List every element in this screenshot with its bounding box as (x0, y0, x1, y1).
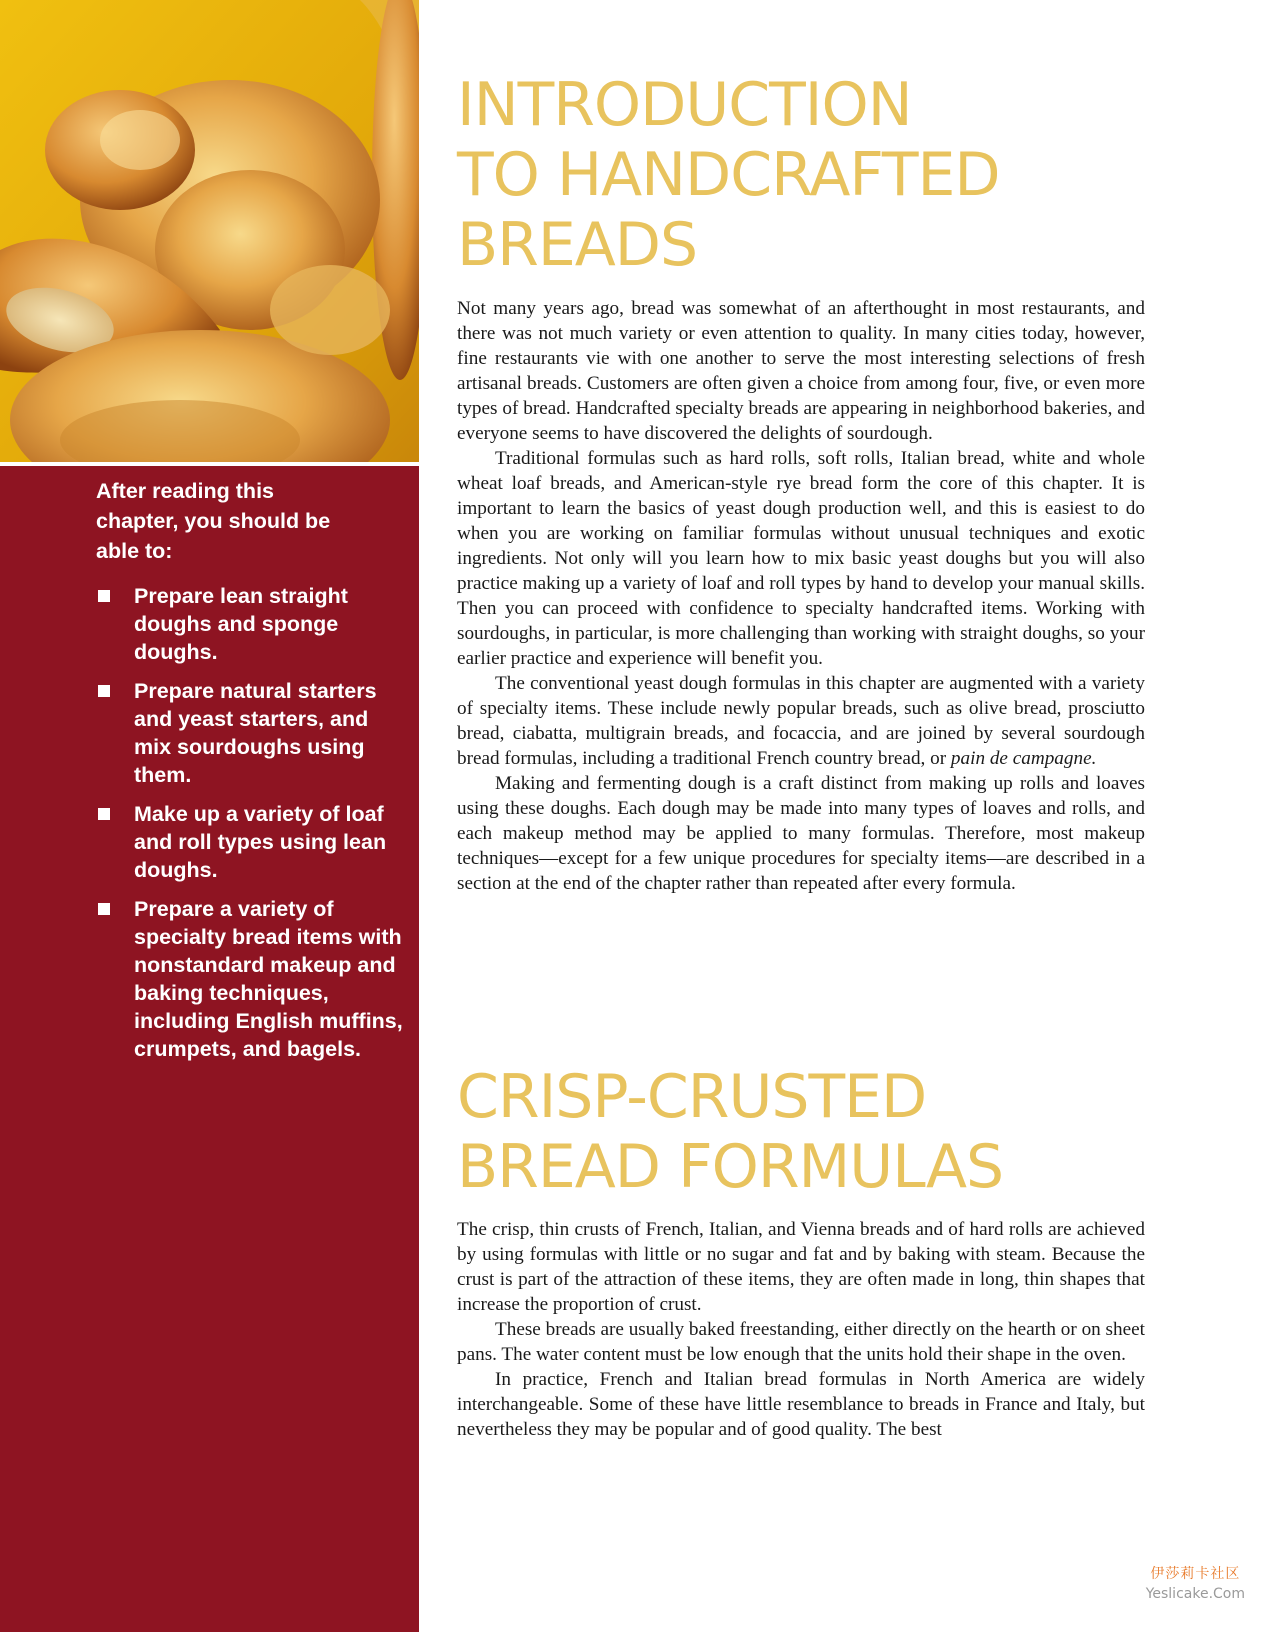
bread-photo (0, 0, 419, 462)
body-paragraph: The crisp, thin crusts of French, Italian, and Vienna breads and of hard rolls are achieved by using formulas with little or no sugar and fat and by baking with steam. Because the crust is part of the attraction of these items, they are often made in long, thin shapes that increase the proportion of crust. (457, 1219, 1145, 1315)
watermark-english: Yeslicake.Com (1145, 1586, 1245, 1602)
paragraph-text: The conventional yeast dough formulas in this chapter are augmented with a variety of specialty items. These include newly popular breads, such as olive bread, prosciutto bread, ciabatta, multigrain breads, and focaccia, and are joined by several sourdough bread formulas, including a traditional French country bread, or (457, 673, 1145, 769)
objective-item (96, 677, 411, 789)
body-paragraph: Not many years ago, bread was somewhat of an afterthought in most restaurants, and there was not much variety or even attention to quality. In many cities today, however, fine restaurants vie with one another to serve the most interesting selections of fresh artisanal breads. Customers are often given a choice from among four, five, or even more types of bread. Handcrafted specialty breads are appearing in neighborhood bakeries, and everyone seems to have discovered the delights of sourdough. (457, 298, 1145, 444)
sidebar-column (0, 0, 419, 1632)
body-paragraph: Traditional formulas such as hard rolls, soft rolls, Italian bread, white and whole wheat loaf breads, and American-style rye bread form the core of this chapter. It is important to learn the basics of yeast dough production well, and this is easiest to do when you are working on familiar formulas without unusual techniques and exotic ingredients. Not only will you learn how to mix basic yeast doughs but you will also practice making up a variety of loaf and roll types by hand to develop your manual skills. Then you can proceed with confidence to specialty handcrafted items. Working with sourdoughs, in particular, is more challenging than working with straight doughs, so your earlier practice and experience will benefit you. (457, 448, 1145, 669)
chapter-title-line: BREADS (457, 210, 698, 280)
square-bullet-icon (98, 808, 110, 820)
body-paragraph: These breads are usually baked freestanding, either directly on the hearth or on sheet pans. The water content must be low enough that the units hold their shape in the oven. (457, 1319, 1145, 1365)
introduction-body (457, 296, 1145, 896)
objective-item (96, 800, 411, 884)
objective-text: Prepare a variety of specialty bread items with nonstandard makeup and baking techniques, including English muffins, crumpets, and bagels. (134, 897, 403, 1061)
chapter-title-line: INTRODUCTION (457, 70, 912, 140)
site-watermark (1146, 1564, 1245, 1604)
objective-text: Prepare lean straight doughs and sponge doughs. (134, 584, 348, 664)
objective-text: Prepare natural starters and yeast starters, and mix sourdoughs using them. (134, 679, 377, 787)
objectives-list (96, 582, 411, 1074)
bread-photo-image (0, 0, 419, 462)
italic-term: pain de campagne. (950, 748, 1097, 769)
section-title-line: BREAD FORMULAS (457, 1132, 1004, 1202)
square-bullet-icon (98, 590, 110, 602)
square-bullet-icon (98, 685, 110, 697)
body-paragraph (457, 671, 1145, 771)
section-title (457, 1062, 1003, 1202)
objective-item (96, 895, 411, 1063)
learning-objectives-panel (0, 466, 419, 1632)
chapter-title-line: TO HANDCRAFTED (457, 140, 1000, 210)
objective-text: Make up a variety of loaf and roll types using lean doughs. (134, 802, 387, 882)
square-bullet-icon (98, 903, 110, 915)
body-paragraph: In practice, French and Italian bread formulas in North America are widely interchangeable. Some of these have little resemblance to breads in France and Italy, but nevertheless they may be popular and of good quality. The best (457, 1369, 1145, 1440)
section-title-line: CRISP-CRUSTED (457, 1062, 927, 1132)
chapter-title (457, 70, 1000, 280)
objectives-intro: After reading this chapter, you should be able to: (96, 479, 331, 563)
section-body (457, 1217, 1145, 1442)
watermark-chinese: 伊莎莉卡社区 (1150, 1566, 1241, 1582)
body-paragraph: Making and fermenting dough is a craft distinct from making up rolls and loaves using these doughs. Each dough may be made into many types of loaves and rolls, and each makeup method may be applied to many formulas. Therefore, most makeup techniques—except for a few unique procedures for specialty items—are described in a section at the end of the chapter rather than repeated after every formula. (457, 773, 1145, 894)
objective-item (96, 582, 411, 666)
